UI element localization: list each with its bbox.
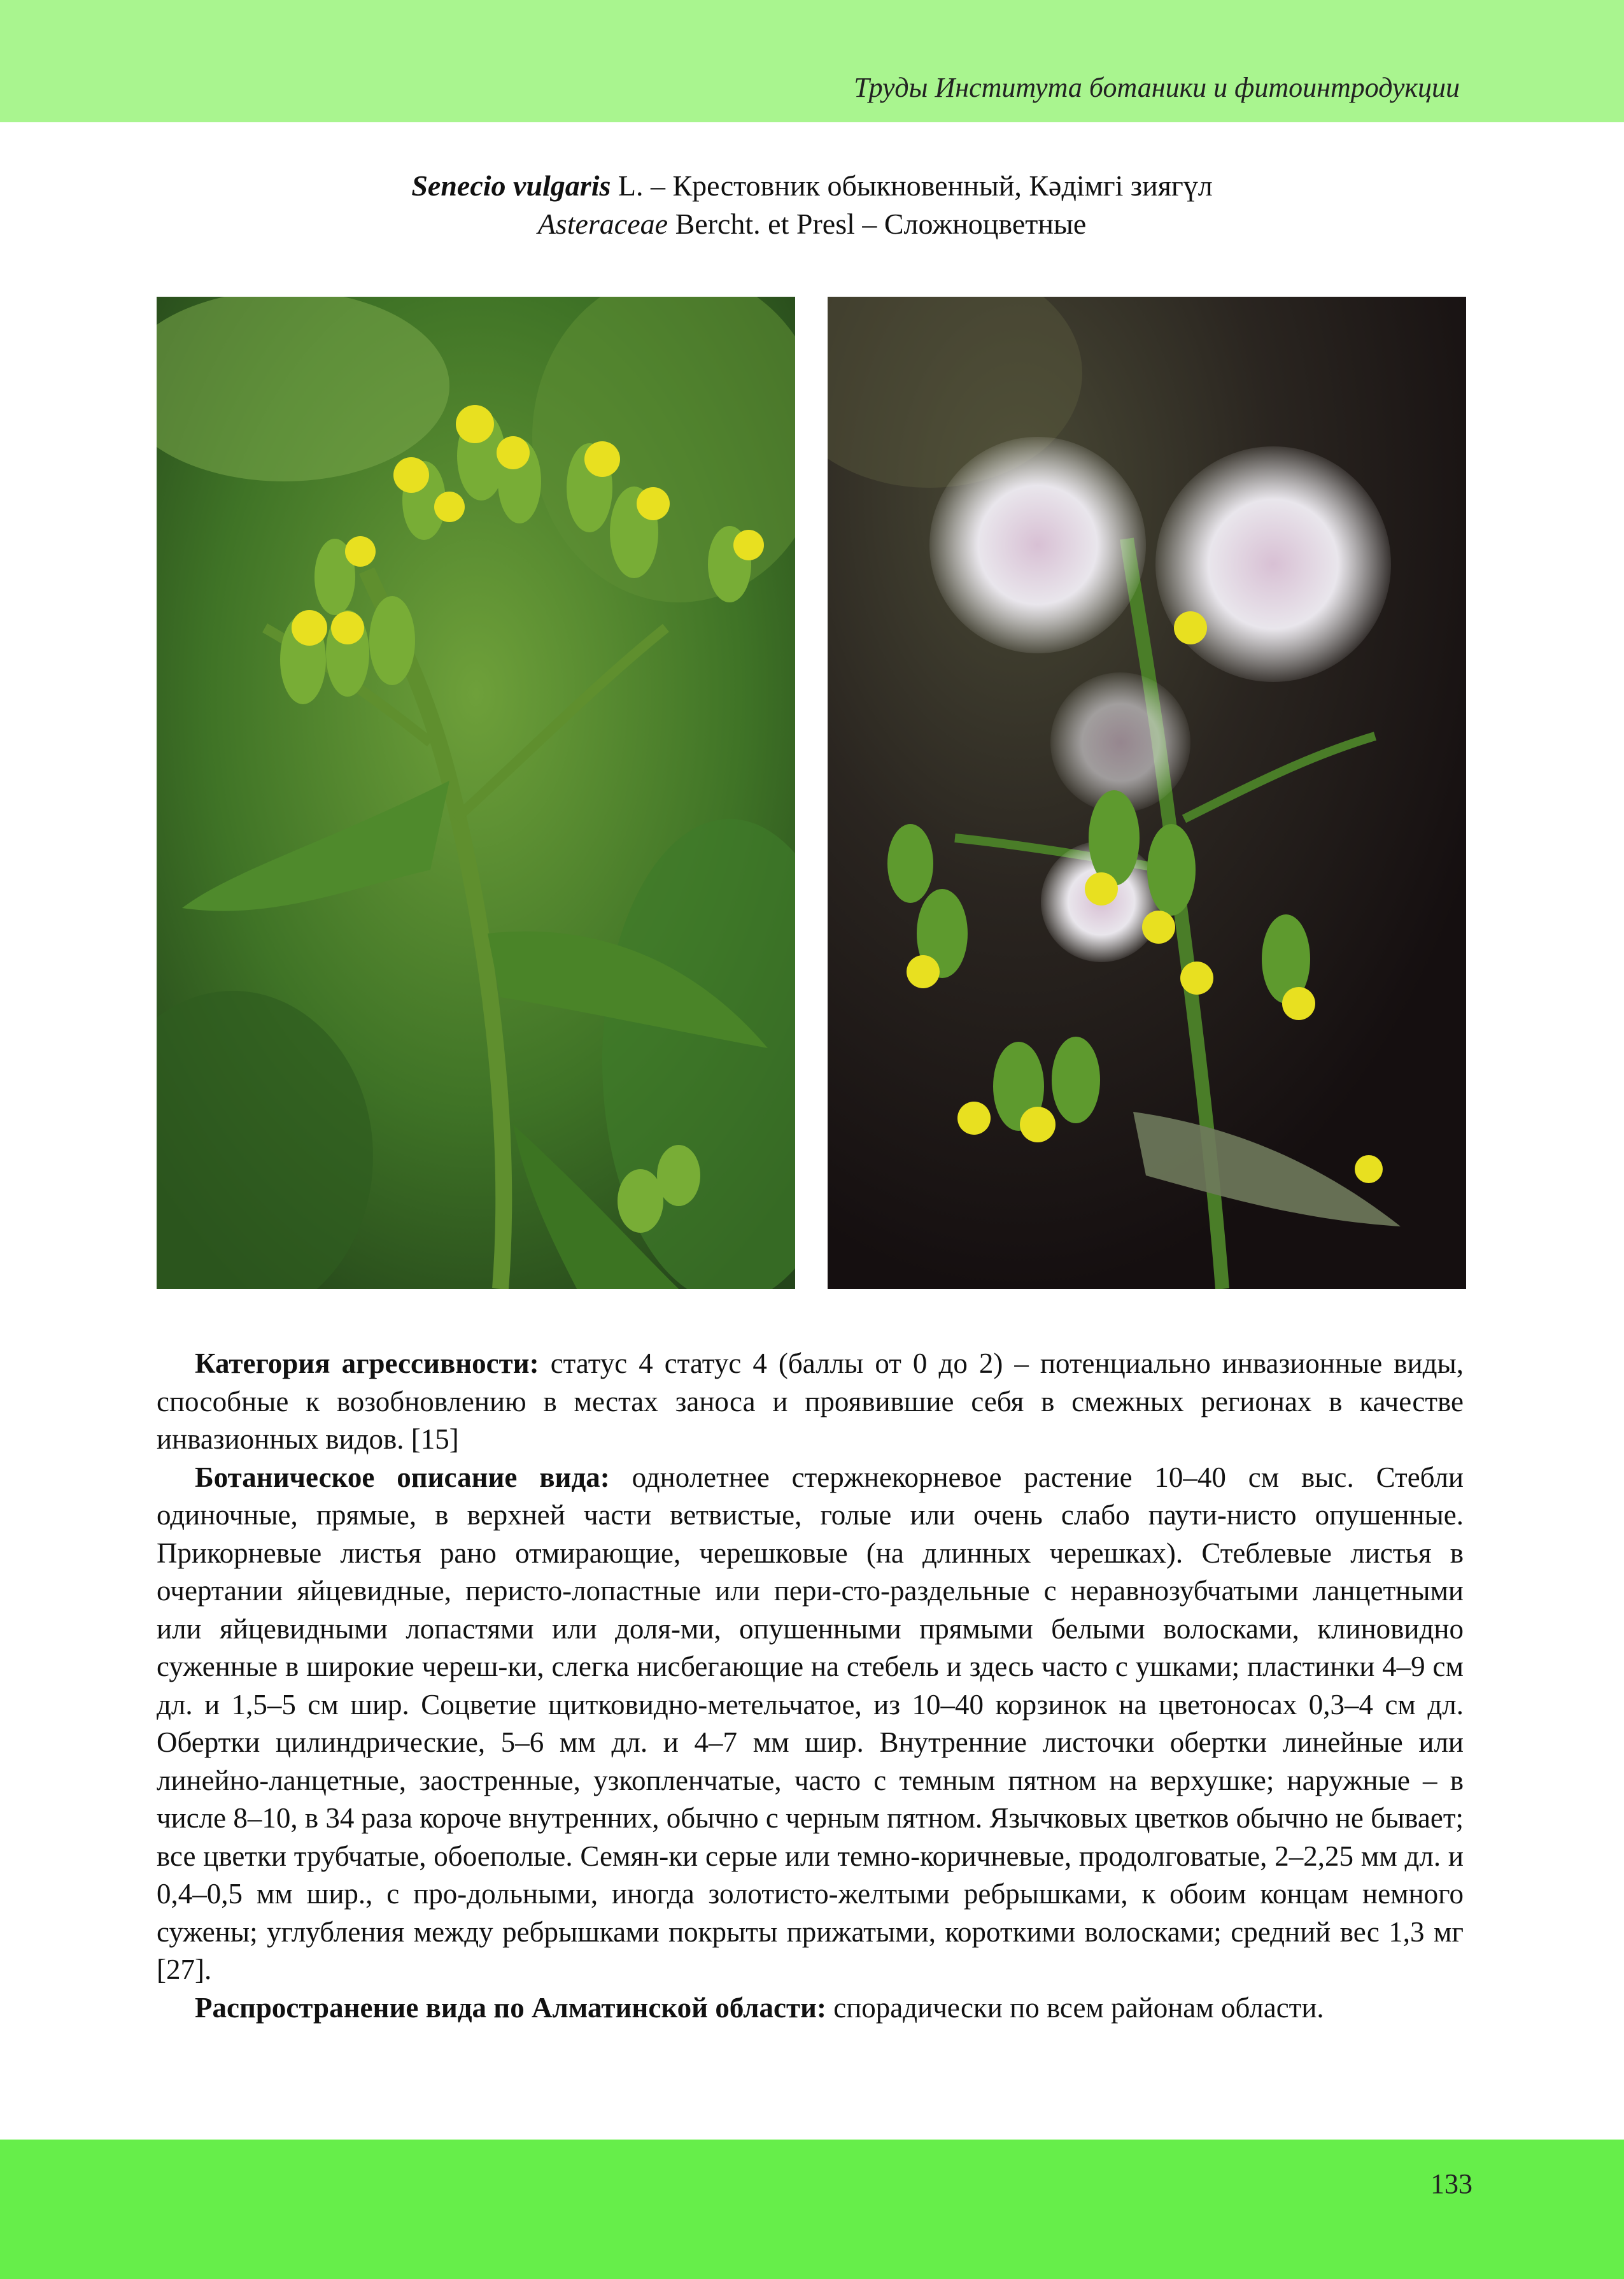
distribution-text: спорадически по всем районам области. <box>826 1991 1324 2024</box>
header-band <box>0 0 1624 122</box>
aggression-text: статус 4 статус 4 (баллы от 0 до 2) – потенциально инвазионные виды, способные к возобновлению в местах заноса и проявившие себя в смежных регионах в качестве инвазионных видов. [15] <box>157 1347 1464 1455</box>
species-heading <box>0 167 1624 243</box>
journal-title: Труды Института ботаники и фитоинтродукции <box>854 72 1460 103</box>
family-line <box>0 205 1624 243</box>
distribution-label: Распространение вида по Алматинской области: <box>195 1991 826 2024</box>
page-number: 133 <box>1430 2168 1472 2199</box>
species-line <box>0 167 1624 205</box>
common-names: – Крестовник обыкновенный, Кәдімгі зиягүл <box>643 169 1213 202</box>
description-text: однолетнее стержнекорневое растение 10–40 см выс. Стебли одиночные, прямые, в верхней части ветвистые, голые или очень слабо паути-нисто опушенные. Прикорневые листья рано отмирающие, черешковые (на длинных черешках). Стеблевые листья в очертании яйцевидные, перисто-лопастные или пери-сто-раздельные с неравнозубчатыми ланцетными или яйцевидными лопастями или доля-ми, опушенными прямыми белыми волосками, клиновидно суженные в широкие череш-ки, слегка нисбегающие на стебель и здесь часто с ушками; пластинки 4–9 см дл. и 1,5–5 см шир. Соцветие щитковидно-метельчатое, из 10–40 корзинок на цветоносах 0,3–4 см дл. Обертки цилиндрические, 5–6 мм дл. и 4–7 мм шир. Внутренние листочки обертки линейные или линейно-ланцетные, заостренные, узкопленчатые, часто с темным пятном на верхушке; наружные – в числе 8–10, в 34 раза короче внутренних, обычно с черным пятном. Язычковых цветков обычно не бывает; все цветки трубчатые, обоеполые. Семян-ки серые или темно-коричневые, продолговатые, 2–2,25 мм дл. и 0,4–0,5 мм шир., с про-дольными, иногда золотисто-желтыми ребрышками, к обоим концам немного сужены; углубления между ребрышками покрыты прижатыми, короткими волосками; средний вес 1,3 мг [27]. <box>157 1461 1464 1985</box>
footer-band <box>0 2140 1624 2279</box>
flowering-plant-image <box>157 297 795 1289</box>
aggression-label: Категория агрессивности: <box>195 1347 539 1379</box>
body-text <box>157 1345 1464 2027</box>
latin-name: Senecio vulgaris <box>411 169 611 202</box>
description-label: Ботаническое описание вида: <box>195 1461 610 1493</box>
photo-flowering-plant <box>157 297 795 1289</box>
aggression-paragraph <box>157 1345 1464 1459</box>
author: L. <box>618 169 644 202</box>
description-paragraph <box>157 1459 1464 1989</box>
photo-seed-heads <box>828 297 1466 1289</box>
family-latin: Asteraceae <box>537 208 668 240</box>
family-author: Bercht. et Presl <box>675 208 855 240</box>
family-russian: – Сложноцветные <box>854 208 1087 240</box>
distribution-paragraph <box>157 1989 1464 2027</box>
seed-heads-image <box>828 297 1466 1289</box>
